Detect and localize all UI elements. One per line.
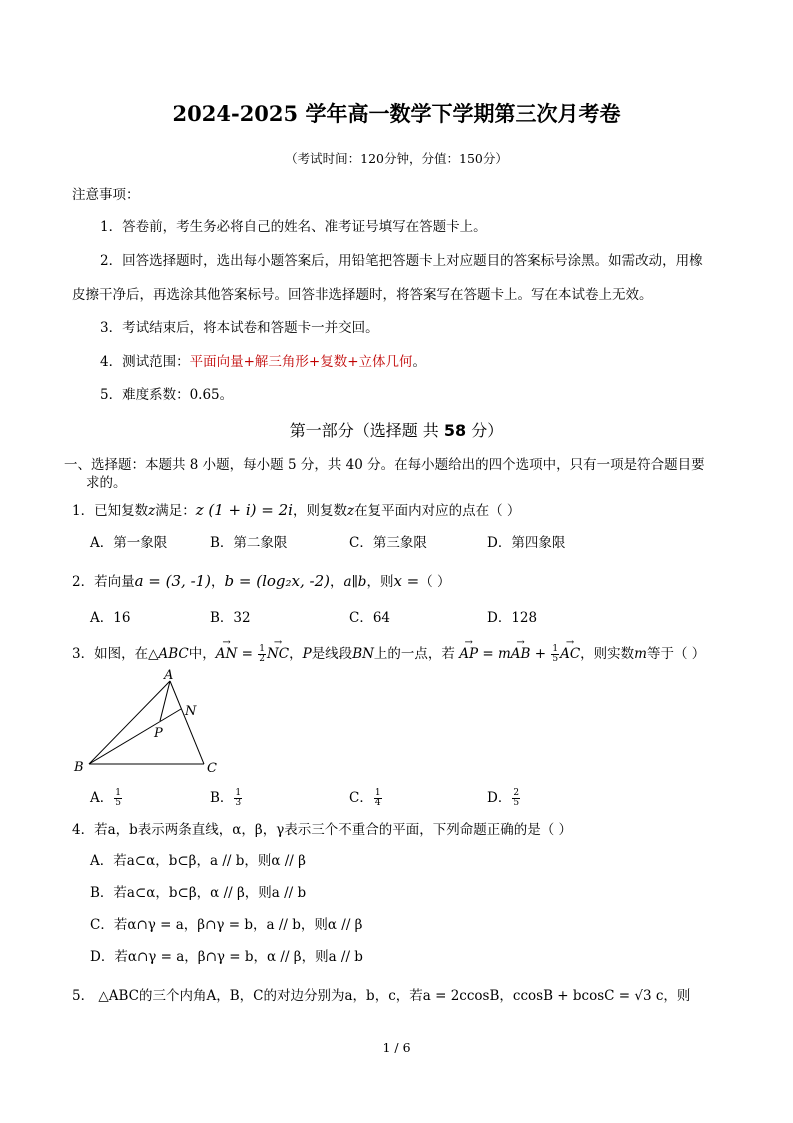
notice-item-2-line-1: 2．回答选择题时，选出每小题答案后，用铅笔把答题卡上对应题目的答案标号涂黑。如需改动，用橡 <box>100 253 703 269</box>
q2-option-d: D．128 <box>487 610 538 626</box>
q3-option-c-den: 4 <box>374 798 381 808</box>
label-a: A <box>164 668 174 683</box>
q3-eq-m: = m <box>478 646 511 662</box>
q3-vec-ab: → AB <box>511 646 531 662</box>
q4-option-b: B．若a⊂α，b⊂β，α // β，则a // b <box>90 885 307 901</box>
q3-half <box>258 645 266 664</box>
page-number: 1 / 6 <box>382 1040 411 1055</box>
q3-fifth-num: 1 <box>552 644 559 654</box>
q2-option-b: B．32 <box>210 610 251 626</box>
q3-vec-an: → AN <box>216 646 238 662</box>
q1-text-b: 满足： <box>155 503 196 519</box>
q1-option-c: C．第三象限 <box>349 535 427 551</box>
q3-option-b-frac <box>234 789 242 808</box>
q2-option-a: A．16 <box>90 610 131 626</box>
q3-option-c-label: C． <box>349 790 373 806</box>
segment-ap <box>160 681 170 721</box>
section-intro-line-1: 一、选择题：本题共 8 小题，每小题 5 分，共 40 分。在每小题给出的四个选项中，只有一项是符合题目要 <box>64 457 705 473</box>
part-heading-score: 58 <box>443 421 467 440</box>
q2-sep-2: ， <box>330 574 344 590</box>
q3-option-d-frac <box>512 789 520 808</box>
notice-heading: 注意事项： <box>72 187 140 203</box>
q3-text-g: 等于（ ） <box>646 646 706 662</box>
q3-fifth <box>551 645 559 664</box>
q3-option-c <box>349 786 383 808</box>
q2-text-c: （ ） <box>419 574 451 590</box>
q3-text-c: ， <box>289 646 303 662</box>
q3-m: m <box>634 646 647 662</box>
q1-text-d: 在复平面内对应的点在（ ） <box>354 503 521 519</box>
q1-option-a: A．第一象限 <box>90 535 168 551</box>
q3-option-b-den: 3 <box>235 798 242 808</box>
q3-option-a-den: 5 <box>115 798 121 808</box>
exam-info: （考试时间：120分钟，分值：150分） <box>285 151 508 166</box>
q3-option-d <box>487 786 521 808</box>
q2-x-eq: x = <box>393 572 420 590</box>
q1-option-b: B．第二象限 <box>210 535 288 551</box>
notice-item-4-prefix: 4．测试范围： <box>100 354 190 370</box>
q3-eq: = <box>237 646 258 662</box>
q3-option-a-label: A． <box>90 790 114 806</box>
q4-option-a: A．若a⊂α，b⊂β，a // b，则α // β <box>90 853 306 869</box>
q3-vec-nc: → NC <box>267 646 289 662</box>
label-b: B <box>74 760 84 775</box>
q3-vec-ap: → AP <box>459 646 478 662</box>
part-heading-prefix: 第一部分（选择题 共 <box>289 421 444 440</box>
q3-fifth-den: 5 <box>552 654 559 664</box>
question-4-stem: 4．若a，b表示两条直线，α，β，γ表示三个不重合的平面，下列命题正确的是（ ） <box>72 822 573 838</box>
q2-vector-a: a = (3, -1) <box>134 572 212 590</box>
notice-item-1: 1．答卷前，考生务必将自己的姓名、准考证号填写在答题卡上。 <box>100 219 487 235</box>
q3-option-c-frac <box>374 789 382 808</box>
q1-text-c: ，则复数 <box>292 503 347 519</box>
q3-text-e: 上的一点，若 <box>373 646 460 662</box>
q2-sep: ， <box>211 574 225 590</box>
notice-item-4-suffix: 。 <box>412 354 427 370</box>
question-1-stem <box>72 499 520 519</box>
q3-text-f: ，则实数 <box>580 646 635 662</box>
notice-item-3: 3．考试结束后，将本试卷和答题卡一并交回。 <box>100 320 379 336</box>
q3-bn: BN <box>352 646 374 662</box>
part-heading-suffix: 分） <box>466 421 504 440</box>
q3-plus: + <box>530 646 551 662</box>
triangle-figure <box>68 668 228 780</box>
part-one-heading <box>0 418 793 441</box>
q1-var-z-2: z <box>346 503 355 519</box>
edge-ac <box>170 681 204 764</box>
q1-option-d: D．第四象限 <box>487 535 566 551</box>
q3-vec-ac: → AC <box>560 646 580 662</box>
q2-text-a: 2．若向量 <box>72 574 135 590</box>
q3-half-num: 1 <box>259 644 265 654</box>
label-p: P <box>154 726 163 741</box>
q2-parallel: a∥b <box>343 574 367 590</box>
notice-item-2-line-2: 皮擦干净后，再选涂其他答案标号。回答非选择题时，将答案写在答题卡上。写在本试卷上无效。 <box>72 287 653 303</box>
q3-option-a <box>90 786 123 808</box>
label-n: N <box>185 704 197 719</box>
q4-option-c: C．若α∩γ = a，β∩γ = b，a // b，则α // β <box>90 917 363 933</box>
q3-text-a: 3．如图，在△ <box>72 646 159 662</box>
q2-text-b: ，则 <box>366 574 394 590</box>
q3-option-d-label: D． <box>487 790 512 806</box>
q2-option-c: C．64 <box>349 610 391 626</box>
q3-abc: ABC <box>158 646 189 662</box>
q4-option-d: D．若α∩γ = a，β∩γ = b，α // β，则a // b <box>90 949 363 965</box>
q3-option-c-num: 1 <box>374 788 381 798</box>
q3-option-d-num: 2 <box>513 788 520 798</box>
q1-text-a: 1．已知复数 <box>72 503 149 519</box>
q2-vector-b: b = (log₂x, -2) <box>224 572 331 590</box>
q3-option-b <box>210 786 243 808</box>
label-c: C <box>207 761 217 776</box>
q3-text-d: 是线段 <box>311 646 353 662</box>
q3-p: P <box>302 646 312 662</box>
q3-option-a-num: 1 <box>115 788 121 798</box>
q3-option-b-label: B． <box>210 790 234 806</box>
q3-option-b-num: 1 <box>235 788 242 798</box>
page-title: 2024-2025 学年高一数学下学期第三次月考卷 <box>172 101 621 126</box>
notice-item-4 <box>100 350 426 370</box>
question-2-stem <box>72 570 451 590</box>
question-3-stem <box>72 642 705 664</box>
q3-text-b: 中， <box>188 646 216 662</box>
q1-equation: z (1 + i) = 2i <box>195 501 293 519</box>
q3-half-den: 2 <box>259 654 265 664</box>
notice-item-5: 5．难度系数：0.65。 <box>100 387 234 403</box>
test-range: 平面向量+解三角形+复数+立体几何 <box>189 354 413 370</box>
q1-var-z: z <box>148 503 156 519</box>
q3-option-a-frac <box>114 789 122 808</box>
question-5-stem: 5． △ABC的三个内角A，B，C的对边分别为a，b，c，若a = 2ccosB，ccosB + bcosC = √3 c，则 <box>72 988 691 1004</box>
q3-option-d-den: 5 <box>513 798 520 808</box>
section-intro-line-2: 求的。 <box>86 475 127 491</box>
